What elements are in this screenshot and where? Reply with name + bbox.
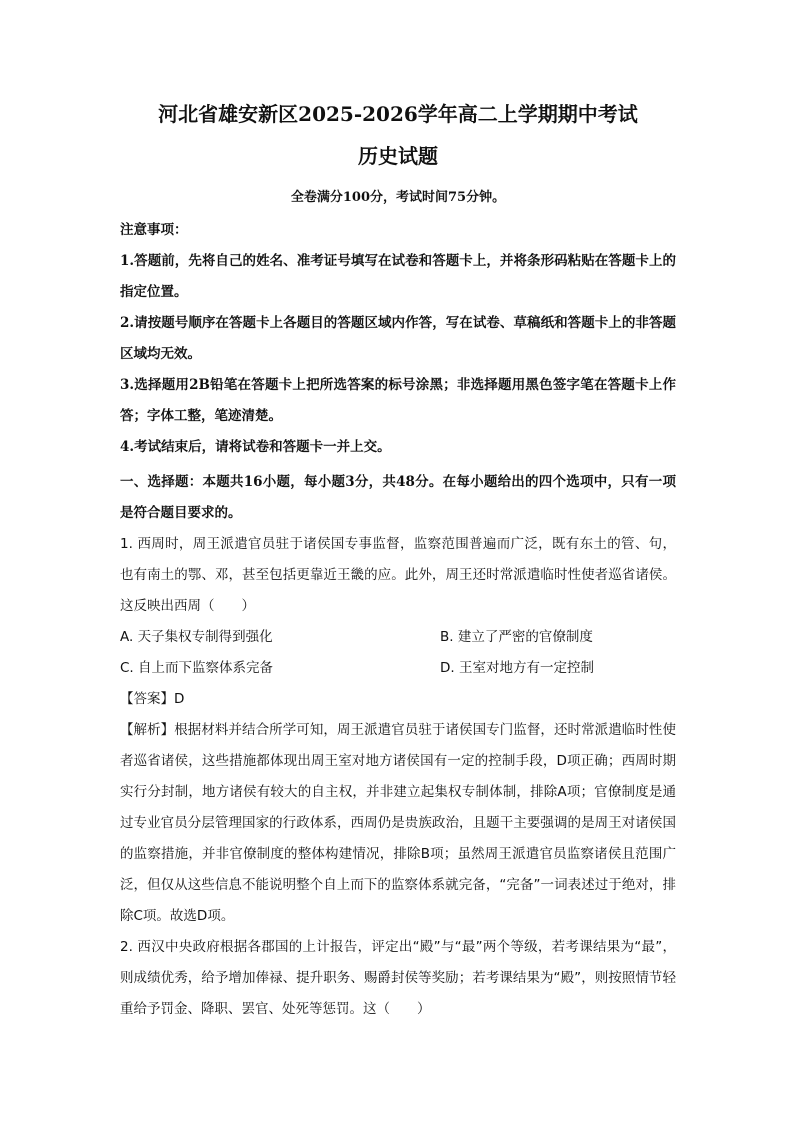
exam-title: 河北省雄安新区2025-2026学年高二上学期期中考试 xyxy=(158,102,638,126)
notes-block xyxy=(120,215,676,463)
question-1 xyxy=(120,529,676,932)
question-stem: 2. 西汉中央政府根据各郡国的上计报告，评定出“殿”与“最”两个等级，若考课结果为“最”，则成绩优秀，给予增加俸禄、提升职务、赐爵封侯等奖励；若考课结果为“殿”，则按照情节轻重给予罚金、降职、罢官、处死等惩罚。这（ ） xyxy=(120,939,676,1017)
note-item: 3.选择题用2B铅笔在答题卡上把所选答案的标号涂黑；非选择题用黑色签字笔在答题卡上作答；字体工整，笔迹清楚。 xyxy=(120,377,676,424)
section-heading: 一、选择题：本题共16小题，每小题3分，共48分。在每小题给出的四个选项中，只有一项是符合题目要求的。 xyxy=(120,474,676,521)
option-b: B. 建立了严密的官僚制度 xyxy=(440,629,593,645)
analysis-paragraph: 【解析】根据材料并结合所学可知，周王派遣官员驻于诸侯国专门监督，还时常派遣临时性使者巡省诸侯，这些措施都体现出周王室对地方诸侯国有一定的控制手段，D项正确；西周时期实行分封制，地方诸侯有较大的自主权，并非建立起集权专制体制，排除A项；官僚制度是通过专业官员分层管理国家的行政体系，西周仍是贵族政治，且题干主要强调的是周王对诸侯国的监察措施，并非官僚制度的整体构建情况，排除B项；虽然周王派遣官员监察诸侯且范围广泛，但仅从这些信息不能说明整个自上而下的监察体系就完备，“完备”一词表述过于绝对，排除C项。故选D项。 xyxy=(120,722,676,924)
option-a: A. 天子集权专制得到强化 xyxy=(120,629,273,645)
exam-page xyxy=(120,100,676,1025)
option-c: C. 自上而下监察体系完备 xyxy=(120,660,274,676)
exam-info: 全卷满分100分，考试时间75分钟。 xyxy=(290,190,506,205)
question-2 xyxy=(120,932,676,1025)
note-item: 1.答题前，先将自己的姓名、准考证号填写在试卷和答题卡上，并将条形码粘贴在答题卡上的指定位置。 xyxy=(120,253,676,300)
answer-line: 【答案】D xyxy=(120,691,185,707)
options-grid xyxy=(120,622,676,684)
note-item: 4.考试结束后，请将试卷和答题卡一并上交。 xyxy=(120,439,391,455)
question-stem: 1. 西周时，周王派遣官员驻于诸侯国专事监督，监察范围普遍而广泛，既有东土的管、句，也有南土的鄂、邓，甚至包括更靠近王畿的应。此外，周王还时常派遣临时性使者巡省诸侯。这反映出西周（ ） xyxy=(120,536,676,614)
note-item: 2.请按题号顺序在答题卡上各题目的答题区域内作答，写在试卷、草稿纸和答题卡上的非答题区域均无效。 xyxy=(120,315,676,362)
exam-subject-title: 历史试题 xyxy=(358,144,438,168)
option-d: D. 王室对地方有一定控制 xyxy=(440,660,594,676)
notes-heading: 注意事项： xyxy=(120,222,188,238)
